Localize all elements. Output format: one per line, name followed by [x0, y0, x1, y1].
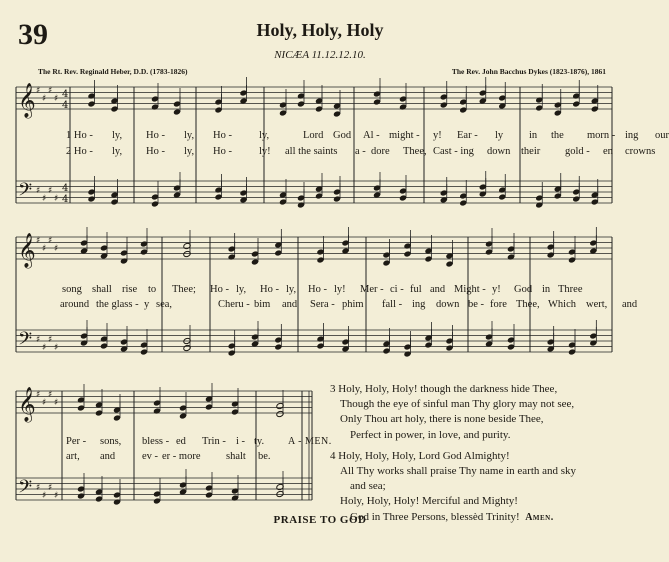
svg-text:♯: ♯	[54, 94, 59, 104]
svg-text:♯: ♯	[48, 186, 53, 196]
svg-text:𝄢: 𝄢	[18, 329, 33, 354]
verse-line: 4 Holy, Holy, Holy, Lord God Almighty!	[330, 449, 510, 462]
svg-text:♯: ♯	[42, 398, 47, 408]
verse-line: All Thy works shall praise Thy name in earth and sky	[340, 465, 577, 478]
svg-text:𝄞: 𝄞	[18, 233, 36, 268]
svg-text:♯: ♯	[36, 236, 41, 246]
verse-line: Though the eye of sinful man Thy glory may not see,	[340, 398, 575, 411]
verse-line: and sea;	[350, 480, 386, 493]
verse-line: Perfect in power, in love, and purity.	[350, 428, 511, 441]
hymn-title: Holy, Holy, Holy	[256, 20, 384, 40]
lyrics-system3-verse1: Per - sons, bless - ed Trin - i - ty. A - MEN.	[66, 436, 332, 447]
svg-text:♯: ♯	[54, 194, 59, 204]
verse-line: God in Three Persons, blessèd Trinity! Amen.	[350, 510, 554, 523]
svg-text:♯: ♯	[42, 94, 47, 104]
svg-text:♯: ♯	[54, 398, 59, 408]
svg-text:♯: ♯	[54, 491, 59, 501]
tune-name: NICÆA 11.12.12.10.	[274, 49, 366, 61]
svg-text:♯: ♯	[36, 483, 41, 493]
additional-verses	[330, 382, 630, 525]
svg-text:♯: ♯	[42, 491, 47, 501]
svg-text:𝄢: 𝄢	[18, 477, 33, 502]
svg-text:♯: ♯	[48, 335, 53, 345]
verse-line: Only Thou art holy, there is none beside Thee,	[340, 413, 544, 426]
svg-text:4: 4	[62, 183, 69, 194]
svg-text:♯: ♯	[48, 483, 53, 493]
svg-text:♯: ♯	[36, 186, 41, 196]
svg-text:4: 4	[62, 100, 69, 111]
svg-text:4: 4	[62, 89, 69, 100]
verse-line: Holy, Holy, Holy! Merciful and Mighty!	[340, 495, 518, 508]
svg-text:𝄞: 𝄞	[18, 387, 36, 422]
svg-text:♯: ♯	[36, 390, 41, 400]
lyrics-system2-verse1: song shall rise to Thee; Ho - ly, Ho - ly, Ho - ly! Mer - ci - ful and Might - y! God in Three	[62, 284, 583, 295]
words-credit: The Rt. Rev. Reginald Heber, D.D. (1783-1826)	[38, 67, 188, 76]
svg-text:♯: ♯	[54, 343, 59, 353]
svg-text:♯: ♯	[54, 244, 59, 254]
svg-text:♯: ♯	[42, 343, 47, 353]
lyrics-system1-verse1: 1 Ho - ly, Ho - ly, Ho - ly, Lord God Al - might - y! Ear - ly in the morn - ing our	[66, 130, 669, 141]
svg-text:♯: ♯	[42, 244, 47, 254]
lyrics-system1-verse2: 2 Ho - ly, Ho - ly, Ho - ly! all the saints a - dore Thee, Cast - ing down their gold - en crowns	[66, 146, 656, 157]
svg-text:♯: ♯	[36, 335, 41, 345]
lyrics-system3-verse2: art, and ev - er - more shalt be.	[66, 451, 271, 462]
svg-text:♯: ♯	[48, 390, 53, 400]
svg-text:♯: ♯	[36, 86, 41, 96]
svg-text:𝄞: 𝄞	[18, 83, 36, 118]
svg-text:♯: ♯	[48, 236, 53, 246]
svg-text:♯: ♯	[42, 194, 47, 204]
svg-text:♯: ♯	[48, 86, 53, 96]
svg-text:4: 4	[62, 194, 69, 205]
hymn-number: 39	[18, 18, 48, 51]
lyrics-system2-verse2: around the glass - y sea, Cheru - bim and Sera - phim fall - ing down be - fore Thee, Which wert, and	[60, 299, 638, 310]
hymn-category: PRAISE TO GOD	[273, 514, 367, 526]
music-credit: The Rev. John Bacchus Dykes (1823-1876), 1861	[451, 67, 606, 76]
verse-line: 3 Holy, Holy, Holy! though the darkness hide Thee,	[330, 383, 558, 395]
svg-text:𝄢: 𝄢	[18, 180, 33, 205]
